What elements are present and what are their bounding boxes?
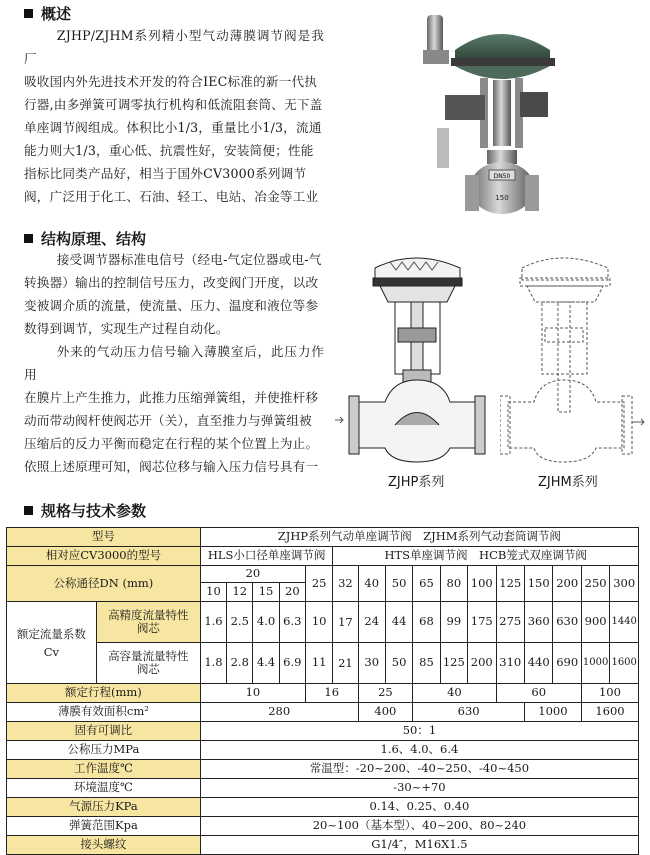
- text-line: 能力则大1/3，重心低、抗震性好，安装简便；性能: [24, 143, 314, 158]
- cell: 6.3: [279, 602, 305, 643]
- cell: 常温型：-20~200、-40~250、-40~450: [200, 760, 638, 779]
- cell: 1600: [610, 643, 639, 684]
- cell: 125: [496, 566, 524, 602]
- cell: HLS小口径单座调节阀: [200, 547, 333, 566]
- cell: HTS单座调节阀 HCB笼式双座调节阀: [333, 547, 639, 566]
- cell: 1600: [581, 703, 638, 722]
- cell: 250: [581, 566, 609, 602]
- cell: 400: [358, 703, 413, 722]
- cv-label: 额定流量系数: [16, 626, 86, 641]
- text-line: 在膜片上产生推力，此推力压缩弹簧组，并使推杆移: [24, 390, 319, 405]
- row-label: 弹簧范围Kpa: [7, 817, 201, 836]
- cell: 4.4: [253, 643, 279, 684]
- section-title: 规格与技术参数: [41, 502, 147, 520]
- row-label: 气源压力KPa: [7, 798, 201, 817]
- principle-paragraph: [24, 248, 324, 478]
- cell: 125: [440, 643, 467, 684]
- row-label: 相对应CV3000的型号: [7, 547, 201, 566]
- row-label: 高容量流量特性阀芯: [96, 643, 200, 684]
- row-label: 额定行程(mm): [7, 684, 201, 703]
- cell: 100: [468, 566, 496, 602]
- cell: 15: [253, 583, 279, 602]
- text-line: 接受调节器标准电信号（经电-气定位器或电-气: [56, 252, 322, 267]
- table-row: [7, 741, 639, 760]
- cell: 630: [553, 602, 581, 643]
- row-label: 高精度流量特性阀芯: [96, 602, 200, 643]
- zjhm-caption: ZJHM系列: [538, 475, 598, 490]
- cell: 630: [413, 703, 525, 722]
- cell: 1000: [524, 703, 581, 722]
- cell: 1.6: [200, 602, 226, 643]
- table-row: [7, 684, 639, 703]
- cell: 11: [305, 643, 332, 684]
- square-bullet-icon: [24, 506, 33, 515]
- cell: 17: [333, 602, 358, 643]
- cv-unit: Cv: [43, 644, 60, 659]
- cell: 60: [496, 684, 581, 703]
- cell: 50：1: [200, 722, 638, 741]
- cell: 200: [553, 566, 581, 602]
- cell: 900: [581, 602, 609, 643]
- text-line: 指标比同类产品好，相当于国外CV3000系列调节: [24, 166, 307, 181]
- cell: 1.8: [200, 643, 226, 684]
- row-label: 公称压力MPa: [7, 741, 201, 760]
- text-line: 阀，广泛用于化工、石油、轻工、电站、冶金等工业: [24, 189, 319, 204]
- table-row: [7, 547, 639, 566]
- cell: 65: [413, 566, 440, 602]
- cell: 150: [524, 566, 552, 602]
- row-label: 工作温度℃: [7, 760, 201, 779]
- cell: 20: [279, 583, 305, 602]
- spec-table: [6, 527, 639, 855]
- section-heading-overview: [24, 3, 71, 24]
- cell: 2.8: [227, 643, 253, 684]
- square-bullet-icon: [24, 234, 33, 243]
- cell: 20: [200, 566, 305, 583]
- cell: ZJHP系列气动单座调节阀 ZJHM系列气动套筒调节阀: [200, 528, 638, 547]
- cell: 12: [227, 583, 253, 602]
- text-line: 吸收国内外先进技术开发的符合IEC标准的新一代执: [24, 74, 318, 89]
- cell: 440: [524, 643, 552, 684]
- table-row: [7, 566, 639, 583]
- text-line: 单座调节阀组成。体积比小1/3，重量比小1/3，流通: [24, 120, 322, 135]
- row-label: 环境温度℃: [7, 779, 201, 798]
- row-label: 接头螺纹: [7, 836, 201, 855]
- table-row: [7, 817, 639, 836]
- cell: 50: [385, 643, 412, 684]
- cell: 175: [468, 602, 496, 643]
- zjhp-cross-section-diagram: [335, 250, 495, 465]
- text-line: 转换器）输出的控制信号压力，改变阀门开度，以改: [24, 275, 319, 290]
- table-row: [7, 643, 639, 684]
- cell: 10: [200, 684, 305, 703]
- cell: 10: [200, 583, 226, 602]
- cell: 300: [610, 566, 639, 602]
- row-label: [7, 602, 97, 684]
- table-row: [7, 602, 639, 643]
- row-label: 型号: [7, 528, 201, 547]
- cell: 690: [553, 643, 581, 684]
- text-line: 依照上述原理可知，阀芯位移与输入压力信号具有一: [24, 459, 319, 474]
- table-row: [7, 779, 639, 798]
- table-row: [7, 528, 639, 547]
- text-line: 压缩后的反力平衡而稳定在行程的某个位置上为止。: [24, 436, 319, 451]
- cell: 100: [581, 684, 638, 703]
- text-line: 数得到调节，实现生产过程自动化。: [24, 321, 229, 336]
- cell: 40: [358, 566, 385, 602]
- cell: 1000: [581, 643, 609, 684]
- cell: G1/4″，M16X1.5: [200, 836, 638, 855]
- text-line: 变被调介质的流量，使流量、压力、温度和液位等参: [24, 298, 319, 313]
- text-line: 行器,由多弹簧可调零执行机构和低流阻套筒、无下盖: [24, 97, 323, 112]
- row-label: 公称通径DN (mm): [7, 566, 201, 602]
- row-label: 薄膜有效面积cm²: [7, 703, 201, 722]
- cell: 310: [496, 643, 524, 684]
- pressure-rating-label: 150: [495, 194, 509, 202]
- valve-photo: [405, 10, 570, 225]
- cell: 1440: [610, 602, 639, 643]
- text-line: ZJHP/ZJHM系列精小型气动薄膜调节阀是我厂: [24, 28, 324, 66]
- cell: 20~100（基本型）、40~200、80~240: [200, 817, 638, 836]
- cell: 280: [200, 703, 358, 722]
- zjhm-cross-section-diagram: [500, 250, 650, 465]
- section-heading-principle: [24, 228, 146, 249]
- nameplate-label: DN50: [493, 173, 511, 180]
- cell: 25: [358, 684, 413, 703]
- cell: 6.9: [279, 643, 305, 684]
- cell: 68: [413, 602, 440, 643]
- cell: 4.0: [253, 602, 279, 643]
- overview-paragraph: [24, 24, 324, 208]
- cell: 40: [413, 684, 496, 703]
- cell: 10: [305, 602, 332, 643]
- cell: 44: [385, 602, 412, 643]
- row-label: 固有可调比: [7, 722, 201, 741]
- cell: 50: [385, 566, 412, 602]
- table-row: [7, 836, 639, 855]
- zjhp-caption: ZJHP系列: [388, 475, 445, 490]
- cell: 360: [524, 602, 552, 643]
- cell: 275: [496, 602, 524, 643]
- cell: 16: [305, 684, 358, 703]
- cell: 30: [358, 643, 385, 684]
- cell: -30~+70: [200, 779, 638, 798]
- cell: 80: [440, 566, 467, 602]
- cell: 24: [358, 602, 385, 643]
- text-line: 外来的气动压力信号输入薄膜室后，此压力作用: [24, 344, 324, 382]
- cell: 25: [305, 566, 332, 602]
- cell: 0.14、0.25、0.40: [200, 798, 638, 817]
- table-row: [7, 722, 639, 741]
- table-row: [7, 703, 639, 722]
- table-row: [7, 798, 639, 817]
- section-title: 结构原理、结构: [41, 230, 147, 248]
- square-bullet-icon: [24, 9, 33, 18]
- table-row: [7, 760, 639, 779]
- cell: 1.6、4.0、6.4: [200, 741, 638, 760]
- section-title: 概述: [41, 5, 72, 23]
- cell: 99: [440, 602, 467, 643]
- cell: 32: [333, 566, 358, 602]
- cell: 21: [333, 643, 358, 684]
- cell: 2.5: [227, 602, 253, 643]
- cell: 85: [413, 643, 440, 684]
- cell: 200: [468, 643, 496, 684]
- text-line: 动而带动阀杆使阀芯开（关），直至推力与弹簧组被: [24, 413, 312, 428]
- section-heading-specs: [24, 500, 146, 521]
